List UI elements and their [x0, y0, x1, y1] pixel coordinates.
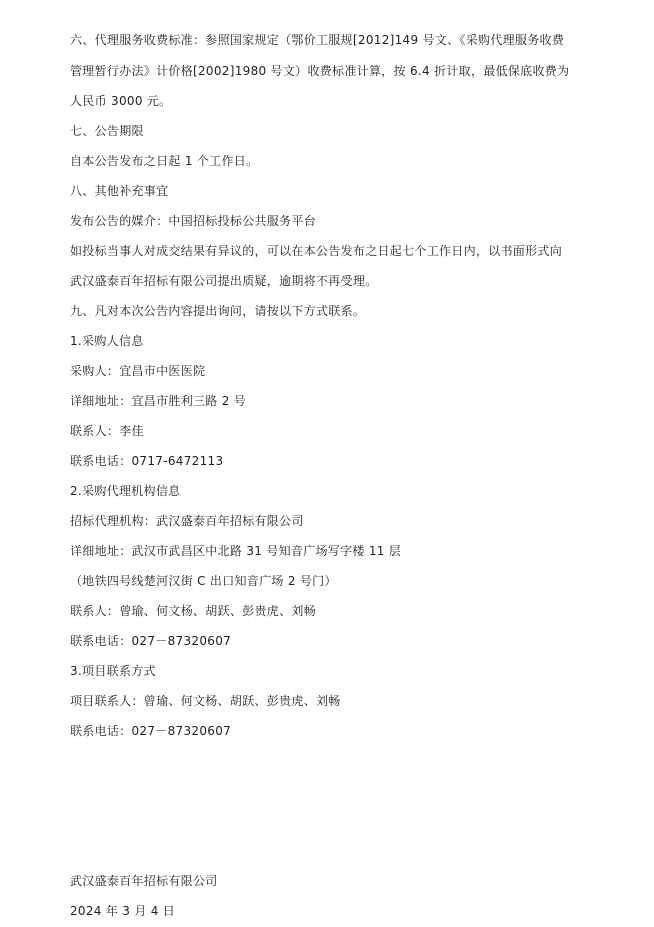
objection-line-1: 如投标当事人对成交结果有异议的，可以在本公告发布之日起七个工作日内，以书面形式向 — [70, 244, 563, 258]
purchaser-phone: 联系电话：0717-6472113 — [70, 454, 224, 468]
section-heading-other: 八、其他补充事宜 — [70, 184, 169, 198]
fee-standard-line-3: 人民币 3000 元。 — [70, 94, 172, 108]
agency-address: 详细地址：武汉市武昌区中北路 31 号知音广场写字楼 11 层 — [70, 544, 402, 558]
media-text: 发布公告的媒介：中国招标投标公共服务平台 — [70, 214, 317, 228]
fee-standard-line-2: 管理暂行办法》计价格[2002]1980 号文）收费标准计算，按 6.4 折计取，最低保底收费为 — [70, 64, 570, 78]
purchaser-name: 采购人：宜昌市中医医院 — [70, 364, 206, 378]
agency-info-heading: 2.采购代理机构信息 — [70, 484, 181, 498]
signature-date: 2024 年 3 月 4 日 — [70, 904, 176, 918]
agency-address-note: （地铁四号线楚河汉街 C 出口知音广场 2 号门） — [70, 574, 337, 588]
fee-standard-line-1: 六、代理服务收费标准：参照国家规定（鄂价工服规[2012]149 号文、《采购代理服务收费 — [70, 33, 565, 47]
signature-company: 武汉盛泰百年招标有限公司 — [70, 874, 218, 888]
period-text: 自本公告发布之日起 1 个工作日。 — [70, 154, 259, 168]
agency-contacts: 联系人：曾瑜、何文杨、胡跃、彭贵虎、刘畅 — [70, 604, 317, 618]
section-heading-contact: 九、凡对本次公告内容提出询问，请按以下方式联系。 — [70, 304, 366, 318]
agency-name: 招标代理机构：武汉盛泰百年招标有限公司 — [70, 514, 304, 528]
purchaser-info-heading: 1.采购人信息 — [70, 334, 144, 348]
agency-phone: 联系电话：027－87320607 — [70, 634, 232, 648]
objection-line-2: 武汉盛泰百年招标有限公司提出质疑，逾期将不再受理。 — [70, 274, 378, 288]
project-phone: 联系电话：027－87320607 — [70, 724, 232, 738]
purchaser-address: 详细地址：宜昌市胜利三路 2 号 — [70, 394, 247, 408]
section-heading-period: 七、公告期限 — [70, 124, 144, 138]
project-contact-heading: 3.项目联系方式 — [70, 664, 156, 678]
purchaser-contact: 联系人：李佳 — [70, 424, 144, 438]
project-contacts: 项目联系人：曾瑜、何文杨、胡跃、彭贵虎、刘畅 — [70, 694, 341, 708]
